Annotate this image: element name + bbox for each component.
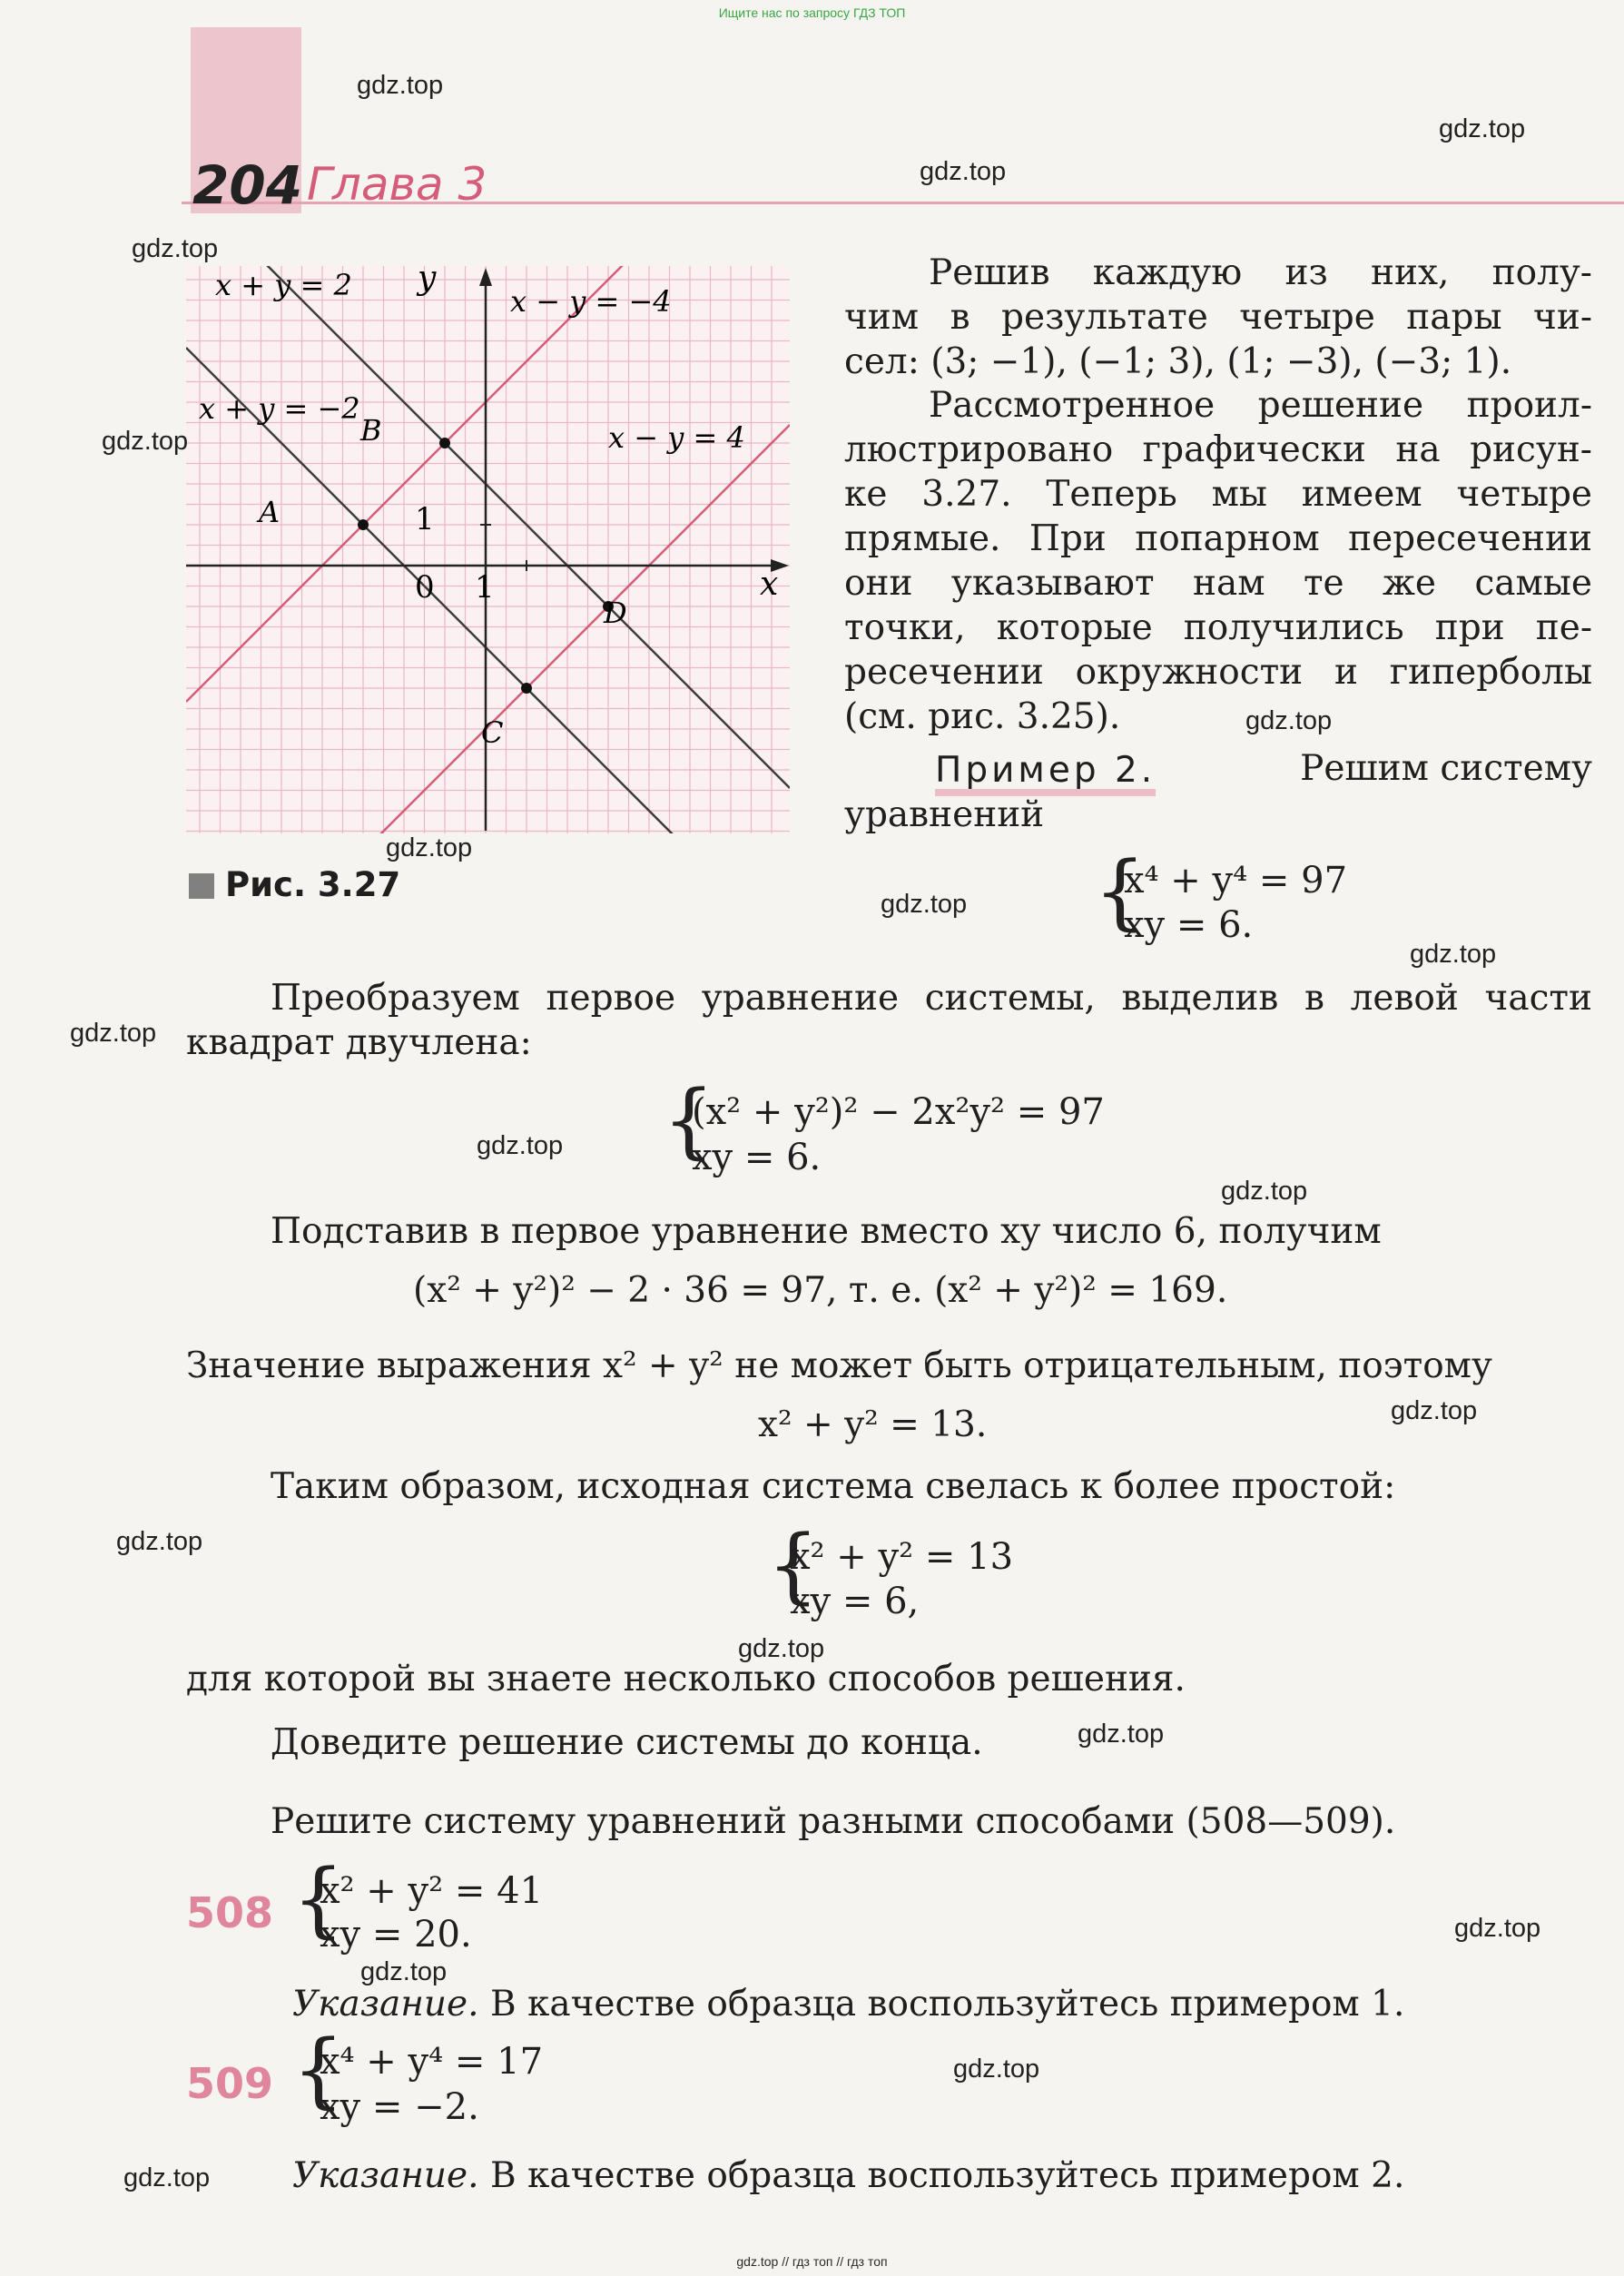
paragraph-1-line-3: сел: (3; −1), (−1; 3), (1; −3), (−3; 1).: [844, 341, 1512, 382]
equation-2: x² + y² = 13.: [758, 1404, 988, 1445]
example-2-text-line-2: уравнений: [844, 794, 1045, 835]
paragraph-5-line-1: Значение выражения x² + y² не может быть отрицательным, поэтому: [186, 1345, 1492, 1386]
paragraph-2-line-5: они указывают нам те же самые: [844, 563, 1592, 604]
paragraph-2-line-7: ресечении окружности и гиперболы: [844, 652, 1592, 693]
line-label-x-minus-y-4: x − y = 4: [608, 420, 745, 455]
watermark: gdz.top: [1439, 114, 1526, 143]
intersection-point-c: [521, 683, 532, 694]
line-label-x-minus-y-neg4: x − y = −4: [510, 284, 672, 319]
point-label-a: A: [259, 495, 281, 529]
watermark: gdz.top: [132, 234, 219, 263]
system-3-eq-1: x² + y² = 13: [790, 1536, 1014, 1578]
watermark: gdz.top: [1410, 940, 1497, 969]
tick-y-label: 1: [415, 501, 435, 537]
paragraph-1-line-1: Решив каждую из них, полу-: [929, 252, 1592, 293]
paragraph-2-line-8: (см. рис. 3.25).: [844, 696, 1121, 737]
paragraph-2-line-6: точки, которые получились при пе-: [844, 607, 1592, 648]
watermark: gdz.top: [953, 2054, 1040, 2084]
watermark: gdz.top: [738, 1634, 825, 1663]
point-label-b: B: [360, 413, 382, 448]
exercise-509-number: 509: [186, 2059, 274, 2108]
point-label-c: C: [481, 715, 504, 750]
axis-y-label: y: [418, 266, 437, 297]
watermark: gdz.top: [102, 427, 189, 456]
system-2-brace: {: [663, 1073, 715, 1168]
paragraph-7: для которой вы знаете несколько способов решения.: [186, 1659, 1186, 1700]
paragraph-2-line-3: ке 3.27. Теперь мы имеем четыре: [844, 474, 1592, 515]
watermark: gdz.top: [386, 833, 473, 862]
tick-x-label: 1: [475, 569, 495, 606]
axis-x-label: x: [760, 566, 779, 603]
exercise-508-eq-1: x² + y² = 41: [320, 1870, 544, 1912]
paragraph-2-line-2: люстрировано графически на рисун-: [844, 429, 1592, 470]
paragraph-2-line-1: Рассмотренное решение проил-: [929, 385, 1592, 426]
point-label-d: D: [604, 596, 627, 630]
line-label-x-plus-y-2: x + y = 2: [215, 268, 352, 302]
paragraph-1-line-2: чим в результате четыре пары чи-: [844, 297, 1592, 338]
chapter-title: Глава 3: [307, 158, 487, 211]
watermark: gdz.top: [1221, 1177, 1308, 1206]
watermark: gdz.top: [1245, 706, 1333, 735]
system-2-eq-1: (x² + y²)² − 2x²y² = 97: [692, 1091, 1105, 1133]
watermark: gdz.top: [477, 1131, 564, 1160]
watermark: gdz.top: [123, 2163, 211, 2192]
watermark: gdz.top: [1078, 1719, 1165, 1749]
figure-3-27: [186, 266, 790, 833]
exercise-508-brace: {: [292, 1852, 345, 1947]
system-1-brace: {: [1094, 844, 1147, 940]
line-label-x-plus-y-neg2: x + y = −2: [199, 391, 360, 426]
example-2-label: Пример 2.: [935, 748, 1156, 796]
exercise-509-brace: {: [292, 2023, 345, 2118]
watermark: gdz.top: [1454, 1914, 1541, 1943]
paragraph-3-line-2: квадрат двучлена:: [186, 1022, 532, 1063]
exercise-509-hint: Указание. В качестве образца воспользуйтесь примером 2.: [292, 2155, 1405, 2196]
paragraph-6-line-1: Таким образом, исходная система свелась к более простой:: [271, 1466, 1396, 1507]
bottom-note: gdz.top // гдз топ // гдз топ: [736, 2254, 888, 2269]
watermark: gdz.top: [1391, 1396, 1478, 1425]
system-2-eq-2: xy = 6.: [692, 1137, 822, 1178]
exercise-509-eq-2: xy = −2.: [320, 2086, 479, 2128]
exercise-508-eq-2: xy = 20.: [320, 1914, 472, 1956]
paragraph-2-line-4: прямые. При попарном пересечении: [844, 518, 1592, 559]
paragraph-8: Доведите решение системы до конца.: [271, 1722, 983, 1763]
watermark: gdz.top: [116, 1527, 203, 1556]
example-2-text: Решим систему: [1300, 748, 1592, 789]
system-1-eq-1: x⁴ + y⁴ = 97: [1124, 860, 1348, 902]
exercise-509-eq-1: x⁴ + y⁴ = 17: [320, 2041, 544, 2083]
caption-square-icon: [189, 873, 214, 899]
watermark: gdz.top: [881, 890, 968, 919]
system-3-eq-2: xy = 6,: [790, 1581, 920, 1622]
top-search-note: Ищите нас по запросу ГДЗ ТОП: [718, 5, 906, 20]
watermark: gdz.top: [360, 1957, 448, 1986]
origin-label: 0: [415, 569, 435, 606]
watermark: gdz.top: [357, 71, 444, 100]
system-1-eq-2: xy = 6.: [1124, 904, 1254, 946]
watermark: gdz.top: [920, 157, 1007, 186]
exercise-508-number: 508: [186, 1888, 274, 1937]
watermark: gdz.top: [70, 1019, 157, 1048]
intersection-point-a: [358, 519, 369, 530]
equation-1: (x² + y²)² − 2 · 36 = 97, т. е. (x² + y²)² = 169.: [413, 1270, 1228, 1311]
exercise-508-hint: Указание. В качестве образца воспользуйтесь примером 1.: [292, 1984, 1405, 2025]
paragraph-4-line-1: Подставив в первое уравнение вместо xy число 6, получим: [271, 1211, 1382, 1252]
paragraph-9: Решите систему уравнений разными способами (508—509).: [271, 1801, 1396, 1842]
system-3-brace: {: [767, 1518, 820, 1613]
intersection-point-b: [439, 438, 450, 448]
paragraph-3-line-1: Преобразуем первое уравнение системы, выделив в левой части: [271, 978, 1592, 1019]
figure-caption: Рис. 3.27: [189, 865, 400, 904]
page-number: 204: [192, 154, 303, 216]
